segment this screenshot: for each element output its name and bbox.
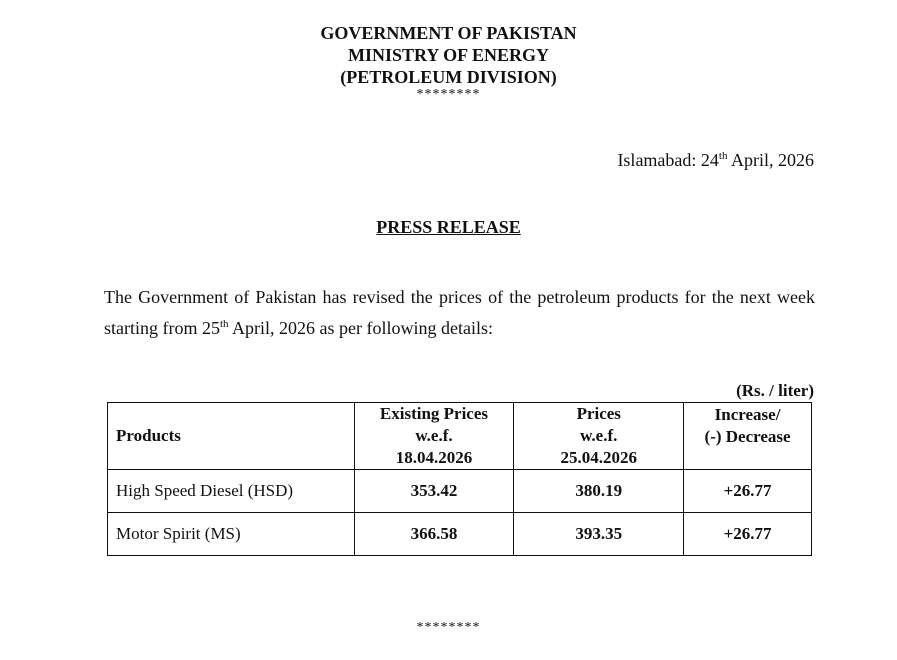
dateline-rest: April, 2026 <box>727 150 814 170</box>
header-separator: ******** <box>416 87 481 102</box>
table-row <box>108 470 812 513</box>
header-products: Products <box>108 403 355 470</box>
header-government: GOVERNMENT OF PAKISTAN <box>320 23 577 43</box>
header-existing-l2: w.e.f. <box>415 426 453 445</box>
dateline-place: Islamabad: 24 <box>617 150 719 170</box>
table-row <box>108 513 812 556</box>
body-text-after: April, 2026 as per following details: <box>228 318 494 338</box>
header-existing-l1: Existing Prices <box>379 404 489 423</box>
header-new-l1: Prices <box>576 404 621 423</box>
header-change <box>684 403 812 470</box>
press-release-title: PRESS RELEASE <box>376 217 521 237</box>
header-change-l2: (-) Decrease <box>704 427 791 446</box>
row-existing-price: 353.42 <box>354 470 514 513</box>
row-product: High Speed Diesel (HSD) <box>108 470 355 513</box>
header-ministry: MINISTRY OF ENERGY <box>347 45 550 65</box>
row-product: Motor Spirit (MS) <box>108 513 355 556</box>
row-change: +26.77 <box>684 470 812 513</box>
row-existing-price: 366.58 <box>354 513 514 556</box>
dateline <box>617 150 814 171</box>
row-new-price: 380.19 <box>514 470 684 513</box>
header-new-prices <box>514 403 684 470</box>
header-existing-prices <box>354 403 514 470</box>
row-change: +26.77 <box>684 513 812 556</box>
footer-separator: ******** <box>416 620 481 635</box>
header-existing-l3: 18.04.2026 <box>395 448 473 467</box>
price-table <box>107 402 812 556</box>
header-new-l3: 25.04.2026 <box>560 448 637 467</box>
document-header <box>0 22 897 102</box>
header-division: (PETROLEUM DIVISION) <box>340 67 557 87</box>
dateline-suffix: th <box>718 150 728 162</box>
header-new-l2: w.e.f. <box>580 426 618 445</box>
header-change-l1: Increase/ <box>714 405 781 424</box>
press-release-title-block <box>0 217 897 238</box>
body-text-before: The Government of Pakistan has revised the prices of the petroleum products for the next week starting from 25 <box>104 287 815 338</box>
row-new-price: 393.35 <box>514 513 684 556</box>
table-header-row <box>108 403 812 470</box>
body-suffix: th <box>219 318 229 330</box>
unit-label: (Rs. / liter) <box>736 381 814 400</box>
body-paragraph <box>104 282 815 344</box>
